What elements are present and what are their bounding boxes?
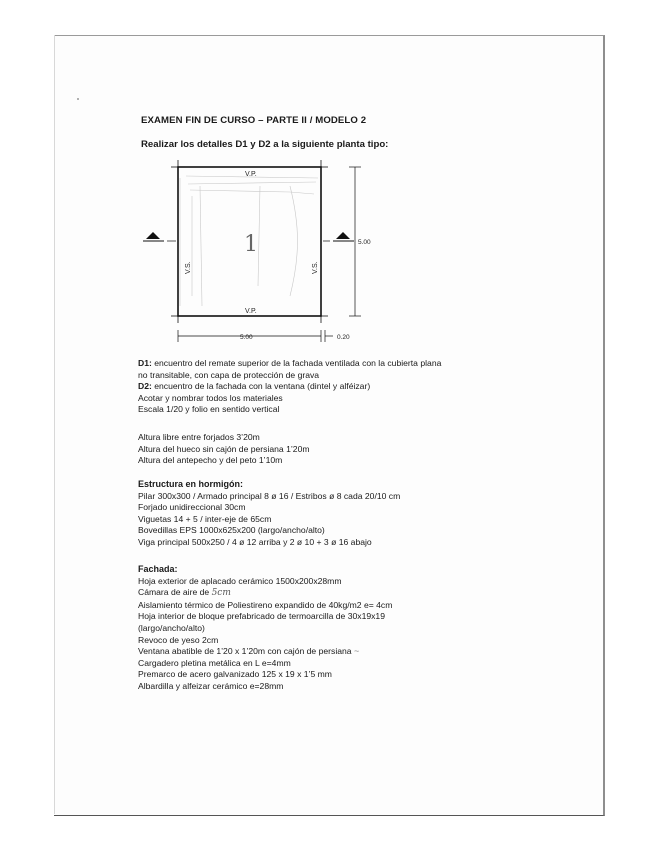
- facade-item: Premarco de acero galvanizado 125 x 19 x 1’5 mm: [138, 669, 332, 680]
- pencil-squiggle: ~: [353, 646, 360, 657]
- bottom-beam-label: V.P.: [245, 308, 257, 315]
- d1-text: encuentro del remate superior de la fachada ventilada con la cubierta plana: [154, 358, 442, 368]
- exam-title: EXAMEN FIN DE CURSO – PARTE II / MODELO 2: [141, 115, 367, 126]
- height-line: Altura del hueco sin cajón de persiana 1’20m: [138, 443, 310, 454]
- facade-block: [138, 564, 392, 693]
- facade-item: Albardilla y alfeizar cerámico e=28mm: [138, 680, 284, 691]
- dim-right-text: 5.00: [358, 239, 371, 246]
- structure-item: Forjado unidireccional 30cm: [138, 502, 246, 513]
- dim-wall-text: 0.20: [337, 334, 350, 341]
- dim-bottom-text: 5.00: [240, 334, 253, 341]
- facade-item: Aislamiento térmico de Poliestireno expandido de 40kg/m2 e= 4cm: [138, 599, 393, 610]
- d1-line2: no transitable, con capa de protección de grava: [138, 369, 320, 380]
- d2-line: [138, 381, 441, 393]
- d1-line1: [138, 358, 441, 370]
- window-text: Ventana abatible de 1’20 x 1’20m con cajón de persiana: [138, 646, 352, 657]
- structure-item: Viga principal 500x250 / 4 ø 12 arriba y 2 ø 10 + 3 ø 16 abajo: [138, 536, 372, 547]
- center-handwritten-mark: 1: [244, 232, 258, 257]
- top-beam-label: V.P.: [245, 171, 257, 178]
- height-line: Altura libre entre forjados 3’20m: [138, 432, 260, 442]
- d2-text: encuentro de la fachada con la ventana (dintel y alféizar): [154, 381, 371, 392]
- facade-heading: Fachada:: [138, 564, 178, 574]
- structure-item: Viguetas 14 + 5 / inter-eje de 65cm: [138, 513, 272, 524]
- structure-block: [138, 479, 400, 549]
- instruction-dimension: Acotar y nombrar todos los materiales: [138, 392, 283, 403]
- heights-block: [138, 432, 310, 467]
- facade-item: Cargadero pletina metálica en L e=4mm: [138, 657, 291, 668]
- left-beam-label: V.S.: [185, 261, 192, 274]
- scan-speck: [77, 98, 79, 100]
- instruction-scale: Escala 1/20 y folio en sentido vertical: [138, 404, 280, 415]
- structure-item: Bovedillas EPS 1000x625x200 (largo/ancho/alto): [138, 525, 325, 536]
- right-beam-label: V.S.: [312, 261, 319, 274]
- d2-label: D2:: [138, 381, 152, 392]
- structure-item: Pilar 300x300 / Armado principal 8 ø 16 / Estribos ø 8 cada 20/10 cm: [138, 490, 401, 501]
- document-page: [54, 35, 605, 816]
- structure-heading: Estructura en hormigón:: [138, 479, 244, 489]
- section-marker-left: [146, 232, 160, 239]
- exam-subtitle: Realizar los detalles D1 y D2 a la siguiente planta tipo:: [141, 139, 389, 150]
- facade-item: (largo/ancho/alto): [138, 622, 205, 633]
- height-line: Altura del antepecho y del peto 1’10m: [138, 455, 283, 466]
- facade-item: Revoco de yeso 2cm: [138, 634, 219, 645]
- dimension-bottom: [178, 330, 333, 342]
- air-gap-handwritten: 5cm: [211, 588, 231, 599]
- d1-label: D1:: [138, 358, 152, 368]
- scan-edge: [54, 35, 55, 814]
- facade-item: Hoja interior de bloque prefabricado de termoarcilla de 30x19x19: [138, 611, 385, 622]
- facade-item: [138, 646, 392, 658]
- section-marker-right: [336, 232, 350, 239]
- instructions-block: [138, 358, 441, 416]
- facade-item: [138, 587, 392, 600]
- floor-plan: [140, 156, 380, 351]
- facade-item: Hoja exterior de aplacado cerámico 1500x200x28mm: [138, 575, 342, 586]
- air-gap-text: Cámara de aire de: [138, 587, 210, 598]
